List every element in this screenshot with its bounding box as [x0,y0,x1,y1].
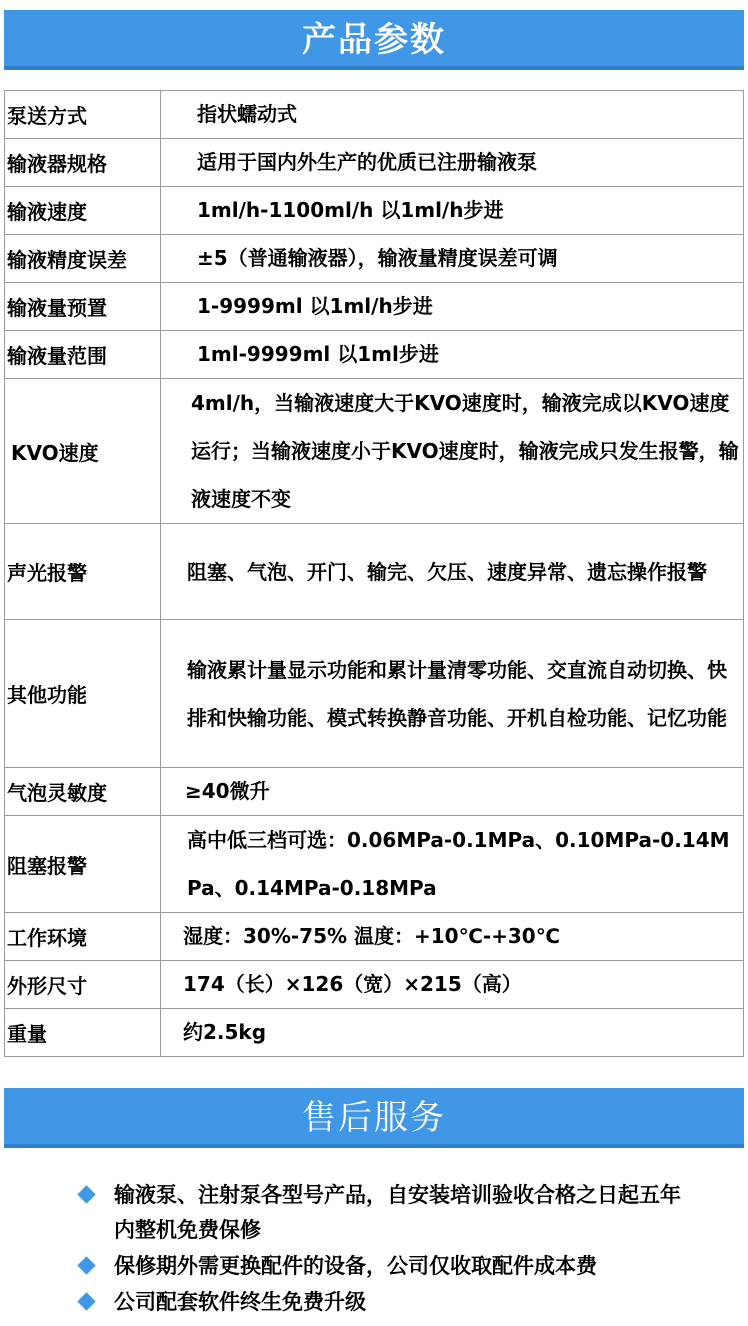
spec-key: 工作环境 [5,913,161,961]
spec-key: 其他功能 [5,620,161,768]
table-row [5,379,744,524]
spec-key: 声光报警 [5,524,161,620]
after-sales-title: 售后服务 [302,1098,446,1138]
table-row [5,91,744,139]
after-sales-banner [4,1088,744,1148]
table-row [5,235,744,283]
spec-value: 174（长）×126（宽）×215（高） [161,961,744,1009]
diamond-bullet-icon [77,1256,95,1274]
spec-value: 阻塞、气泡、开门、输完、欠压、速度异常、遗忘操作报警 [161,524,744,620]
diamond-bullet-icon [77,1185,95,1203]
table-row [5,331,744,379]
diamond-bullet-icon [77,1292,95,1310]
table-row [5,139,744,187]
spec-value: 湿度：30%-75% 温度：+10℃-+30℃ [161,913,744,961]
spec-key: 气泡灵敏度 [5,768,161,816]
spec-value: 指状蠕动式 [161,91,744,139]
list-item [78,1285,738,1320]
spec-value: 输液累计量显示功能和累计量清零功能、交直流自动切换、快排和快输功能、模式转换静音功能、开机自检功能、记忆功能 [161,620,744,768]
spec-value: 高中低三档可选：0.06MPa-0.1MPa、0.10MPa-0.14MPa、0.14MPa-0.18MPa [161,816,744,913]
banner-shade [4,1144,744,1148]
spec-key: 输液器规格 [5,139,161,187]
spec-key: 泵送方式 [5,91,161,139]
spec-value: 1ml/h-1100ml/h 以1ml/h步进 [161,187,744,235]
spec-value: 适用于国内外生产的优质已注册输液泵 [161,139,744,187]
table-row [5,620,744,768]
spec-value: 1ml-9999ml 以1ml步进 [161,331,744,379]
service-item-text: 保修期外需更换配件的设备，公司仅收取配件成本费 [114,1254,597,1278]
spec-value: 约2.5kg [161,1009,744,1057]
spec-key: 输液量预置 [5,283,161,331]
spec-value: ±5（普通输液器），输液量精度误差可调 [161,235,744,283]
spec-key: 输液速度 [5,187,161,235]
banner-shade [4,66,744,70]
table-row [5,961,744,1009]
table-row [5,187,744,235]
table-row [5,1009,744,1057]
product-params-banner [4,10,744,70]
list-item [78,1249,738,1284]
spec-key: 重量 [5,1009,161,1057]
spec-key: 阻塞报警 [5,816,161,913]
list-item [78,1178,738,1248]
table-row [5,816,744,913]
spec-value: ≥40微升 [161,768,744,816]
table-row [5,768,744,816]
table-row [5,283,744,331]
spec-key: 输液精度误差 [5,235,161,283]
service-list [78,1178,738,1321]
spec-key: 输液量范围 [5,331,161,379]
spec-value: 1-9999ml 以1ml/h步进 [161,283,744,331]
spec-key: 外形尺寸 [5,961,161,1009]
spec-key: KVO速度 [5,379,161,524]
spec-value: 4ml/h，当输液速度大于KVO速度时，输液完成以KVO速度运行；当输液速度小于KVO速度时，输液完成只发生报警，输液速度不变 [161,379,744,524]
table-row [5,524,744,620]
service-item-text: 输液泵、注射泵各型号产品，自安装培训验收合格之日起五年内整机免费保修 [114,1183,681,1242]
table-row [5,913,744,961]
spec-table [4,90,744,1057]
product-params-title: 产品参数 [302,20,446,60]
service-item-text: 公司配套软件终生免费升级 [114,1290,366,1314]
